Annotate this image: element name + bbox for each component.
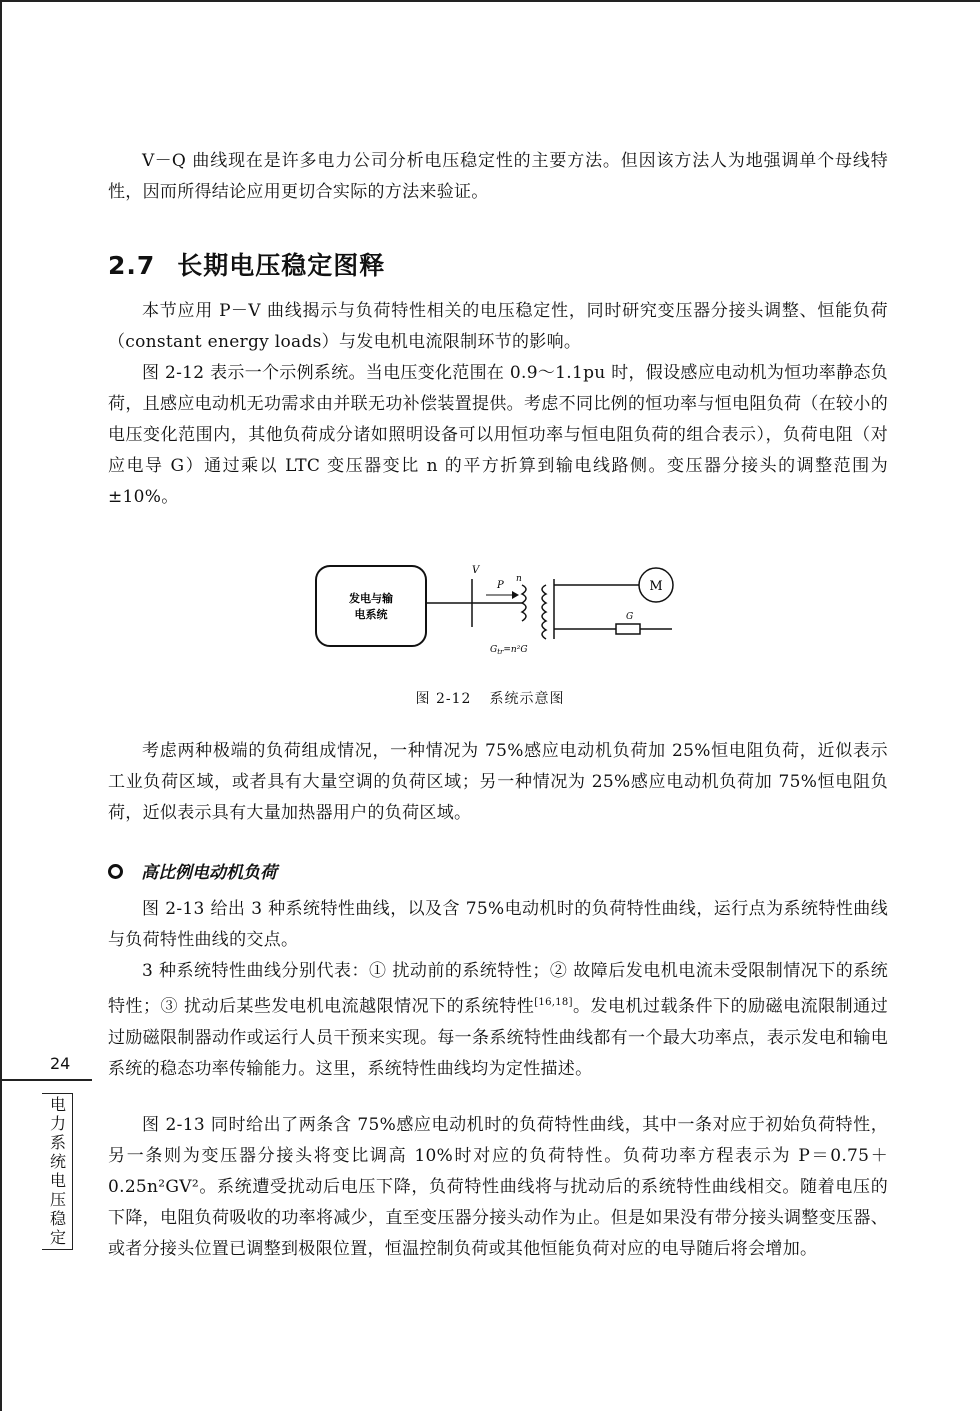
page-top-border xyxy=(0,0,980,2)
paragraph-4: 图 2-13 给出 3 种系统特性曲线，以及含 75%电动机时的负荷特性曲线，运行点为系统特性曲线与负荷特性曲线的交点。 xyxy=(108,899,888,950)
figure-caption-text: 系统示意图 xyxy=(489,691,565,707)
label-p: P xyxy=(497,580,504,591)
section-heading xyxy=(108,246,385,282)
label-v: V xyxy=(472,565,480,576)
intro-paragraph: V－Q 曲线现在是许多电力公司分析电压稳定性的主要方法。但因该方法人为地强调单个母线特性，因而所得结论应用更切合实际的方法来验证。 xyxy=(108,151,888,202)
transformer-secondary xyxy=(542,585,546,639)
label-motor: M xyxy=(649,579,663,594)
label-gtr: $G_{tr}=n^2G$ xyxy=(490,645,528,656)
system-box xyxy=(316,566,426,646)
figure-number: 图 2-12 xyxy=(415,691,472,707)
system-box-label-2: 电系统 xyxy=(354,608,388,621)
page-number: 24 xyxy=(50,1054,71,1073)
system-box-label-1: 发电与输 xyxy=(349,592,393,605)
paragraph-5-text-b: 。发电机过载条件下的励磁电流限制通过过励磁限制器动作或运行人员干预来实现。每一条系统特性曲线都有一个最大功率点，表示发电和输电系统的稳态功率传输能力。这里，系统特性曲线均为定性描述。 xyxy=(108,996,888,1079)
section-title: 长期电压稳定图释 xyxy=(177,251,386,280)
reference-mark: [16,18] xyxy=(534,997,573,1008)
label-n: n xyxy=(516,574,522,584)
bullet-icon xyxy=(108,864,123,879)
paragraph-3: 考虑两种极端的负荷组成情况，一种情况为 75%感应电动机负荷加 25%恒电阻负荷，近似表示工业负荷区域，或者具有大量空调的负荷区域；另一种情况为 25%感应电动机负荷加 75%恒电阻负荷，近似表示具有大量加热器用户的负荷区域。 xyxy=(108,741,888,823)
side-tab xyxy=(42,1093,73,1250)
subsection-heading xyxy=(108,858,277,883)
paragraph-6: 图 2-13 同时给出了两条含 75%感应电动机时的负荷特性曲线，其中一条对应于初始负荷特性，另一条则为变压器分接头将变比调高 10%时对应的负荷特性。负荷功率方程表示为 P＝0.75＋0.25n²GV²。系统遭受扰动后电压下降，负荷特性曲线将与扰动后的系统特性曲线相交。随着电压的下降，电阻负荷吸收的功率将减少，直至变压器分接头动作为止。但是如果没有带分接头调整变压器、或者分接头位置已调整到极限位置，恒温控制负荷或其他恒能负荷对应的电导随后将会增加。 xyxy=(108,1115,888,1259)
section-number: 2.7 xyxy=(108,251,156,280)
label-g: G xyxy=(626,612,634,622)
system-diagram xyxy=(300,555,700,665)
paragraph-2: 图 2-12 表示一个示例系统。当电压变化范围在 0.9～1.1pu 时，假设感应电动机为恒功率静态负荷，且感应电动机无功需求由并联无功补偿装置提供。考虑不同比例的恒功率与恒电阻负荷（在较小的电压变化范围内，其他负荷成分诸如照明设备可以用恒功率与恒电阻负荷的组合表示），负荷电阻（对应电导 G）通过乘以 LTC 变压器变比 n 的平方折算到输电线路侧。变压器分接头的调整范围为 ±10%。 xyxy=(108,363,889,507)
subsection-title: 高比例电动机负荷 xyxy=(141,863,277,883)
paragraph-5-text-a: 3 种系统特性曲线分别代表：① 扰动前的系统特性；② 故障后发电机电流未受限制情况下的系统特性；③ 扰动后某些发电机电流越限情况下的系统特性 xyxy=(108,961,888,1017)
page-number-rule xyxy=(0,1079,92,1081)
figure-caption xyxy=(0,688,980,708)
resistor-symbol xyxy=(616,624,640,634)
paragraph-1: 本节应用 P－V 曲线揭示与负荷特性相关的电压稳定性，同时研究变压器分接头调整、恒能负荷（constant energy loads）与发电机电流限制环节的影响。 xyxy=(108,301,888,352)
transformer-primary xyxy=(522,585,526,621)
side-tab-label: 电力系统电压稳定 xyxy=(47,1095,67,1248)
power-arrow-head xyxy=(512,591,519,599)
paragraph-5 xyxy=(108,956,888,1085)
